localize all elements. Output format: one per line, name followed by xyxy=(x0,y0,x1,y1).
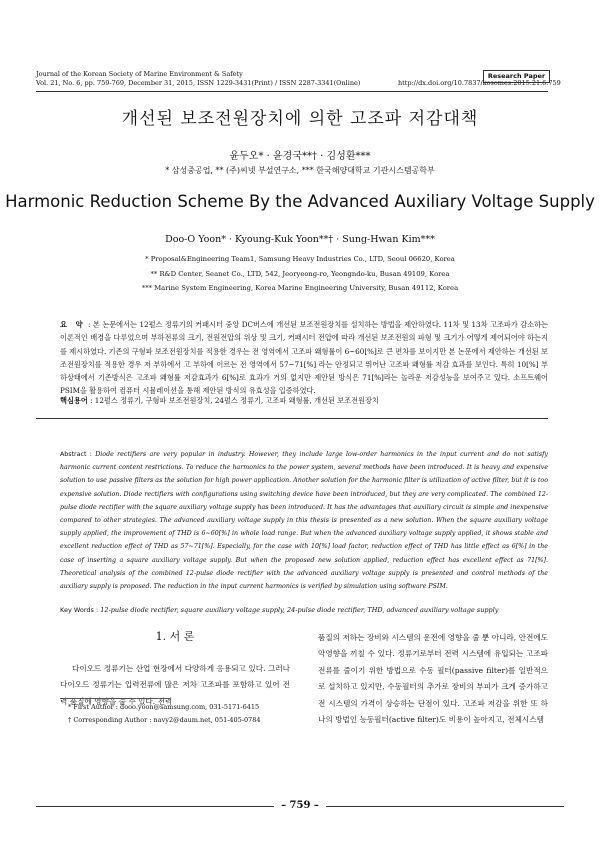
affiliation-3: *** Marine System Engineering, Korea Marine Engineering University, Busan 49112, Korea xyxy=(141,284,459,292)
abstract-separator xyxy=(36,418,548,419)
affiliation-1: * Proposal&Engineering Team1, Samsung Heavy Industries Co., LTD, Seoul 06620, Korea xyxy=(145,255,455,263)
abstract-korean-text: : 본 논문에서는 12펄스 정류기의 커패시터 중앙 DC버스에 개선된 보조전원장치를 설치하는 방법을 제안하였다. 11차 및 13차 고조파가 감소하는 이론적인 배경을 다루었으며 부하전류의 크기, 전원전압의 위상 및 크기, 커패시터 전압에 따라 개선된 보조전원의 파형 및 크기가 어떻게 제어되어야 하는지를 제시하였다. 기존의 구형파 보조전원장치를 적용한 경우는 전 영역에서 고조파 왜형률이 6~60[%]로 큰 편차를 보이지만 본 논문에서 제안하는 개선된 보조전원장치를 적용한 경우 저 부하에서 고 부하에 이르는 전 영역에서 57~71[%] 라는 안정되고 뛰어난 고조파 왜형률 저감 효과를 보인다. 특히 10[%] 부하상태에서 기존방식은 고조파 왜형률 저감효과가 6[%]로 효과가 거의 없지만 제안된 방식은 71[%]라는 놀라운 저감성능을 보여주고 있다. 소프트웨어 PSIM을 활용하여 컴퓨터 시뮬레이션을 통해 제안된 방식의 유효성을 입증하였다. xyxy=(60,320,548,396)
section-heading: 1. 서 론 xyxy=(155,630,195,643)
body-left-column: 다이오드 정류기는 산업 현장에서 다양하게 응용되고 있다. 그러나 다이오드 정류기는 입력전류에 많은 저차 고조파를 포함하고 있어 전력 품질에 영향을 줄 수 있다. 전력 xyxy=(60,664,290,706)
abstract-english-label: Abstract : xyxy=(60,451,92,458)
keywords-english xyxy=(60,606,548,614)
authors-korean: 윤두오* · 윤경국**† · 김성환*** xyxy=(229,151,371,162)
footnote-corresponding: † Corresponding Author : navy2@daum.net, 051-405-0784 xyxy=(68,716,261,724)
title-korean: 개선된 보조전원장치에 의한 고조파 저감대책 xyxy=(121,109,479,129)
header-rule xyxy=(36,91,548,92)
doi-link[interactable]: http://dx.doi.org/10.7837/kosomes.2015.21.6.759 xyxy=(398,79,561,87)
abstract-korean-label: 요 약 xyxy=(60,320,86,329)
affiliations-korean: * 삼성중공업, ** (주)씨넷 부설연구소, *** 한국해양대학교 기관시스템공학부 xyxy=(165,166,435,175)
affiliations-english xyxy=(0,252,600,296)
abstract-english xyxy=(60,448,548,593)
abstract-korean xyxy=(60,318,548,398)
affiliation-2: ** R&D Center, Seanet Co., LTD, 542, Jeoryeong-ro, Yeongndo-ku, Busan 49109, Korea xyxy=(150,269,450,278)
title-english: Harmonic Reduction Scheme By the Advanced Auxiliary Voltage Supply xyxy=(5,192,595,211)
page-number: – 759 – xyxy=(281,800,319,811)
keywords-korean-label: 핵심용어 xyxy=(60,396,88,405)
abstract-english-text: Diode rectifiers are very popular in industry. However, they include large low-order harmonics in the input current and do not satisfy harmonic current content restrictions. To reduce the harmonics to the power system, several methods have been introduced. It is heavy and expensive solution to use passive filters as the solution for high power application. Another solution for the harmonic filter is utilization of active filter, but it is too expensive solution. Diode rectifiers with configurations using switching device have been introduced, but they are very complicated. The combined 12-pulse diode rectifier with the square auxiliary voltage supply has been introduced. It has the advantages that auxiliary circuit is simple and inexpensive compared to other strategies. The advanced auxiliary voltage supply in this thesis is presented as a new solution. When the square auxiliary voltage supply applied, the improvement of THD is 6~60[%] in whole load range. But when the advanced auxiliary voltage supply applied, it shows stable and excellent reduction effect of THD as 57~71[%]. Especially, for the case with 10[%] load factor, reduction effect of THD has little effect as 6[%] in the case of inserting a square auxiliary voltage supply. But when the proposed new solution applied, reduction effect has excellent effect as 71[%]. Theoretical analysis of the combined 12-pulse diode rectifier with the advanced auxiliary voltage supply is presented and control methods of the auxiliary supply is proposed. The reduction in the input current harmonics is verified by simulation using software PSIM. xyxy=(60,451,548,591)
journal-volume-issn: Vol. 21, No. 6, pp. 759-769, December 31, 2015, ISSN 1229-3431(Print) / ISSN 2287-3341(Online) xyxy=(36,79,361,87)
keywords-english-text: 12-pulse diode rectifier, square auxiliary voltage supply, 24-pulse diode rectifier, THD, advanced auxiliary voltage supply xyxy=(100,606,499,614)
keywords-korean xyxy=(60,396,548,406)
body-right-column: 품질의 저하는 장비와 시스템의 운전에 영향을 줄 뿐 아니라, 안전에도 악영향을 끼칠 수 있다. 정류기로부터 전력 시스템에 유입되는 고조파 전류를 줄이기 위한 방법으로 수동 필터(passive filter)를 일반적으로 설치하고 있지만, 수동필터의 추가로 장비의 부피가 크게 증가하고 전 시스템의 가격이 상승하는 단점이 있다. 고조파 저감을 위한 또 하나의 방법인 능동필터(active filter)도 비용이 높아지고, 전체시스템 xyxy=(318,633,548,725)
authors-english: Doo-O Yoon* · Kyoung-Kuk Yoon**† · Sung-Hwan Kim*** xyxy=(165,234,435,245)
footnote-first-author: * First Author : dooo.yoon@samsung.com, 031-5171-6415 xyxy=(68,703,260,711)
research-paper-badge: Research Paper xyxy=(483,70,550,83)
footnote-rule xyxy=(60,698,170,699)
keywords-english-label: Key Words : xyxy=(60,606,99,614)
journal-name: Journal of the Korean Society of Marine Environment & Safety xyxy=(36,70,243,78)
keywords-korean-text: : 12펄스 정류기, 구형파 보조전원장치, 24펄스 정류기, 고조파 왜형률, 개선된 보조전원장치 xyxy=(90,396,379,405)
